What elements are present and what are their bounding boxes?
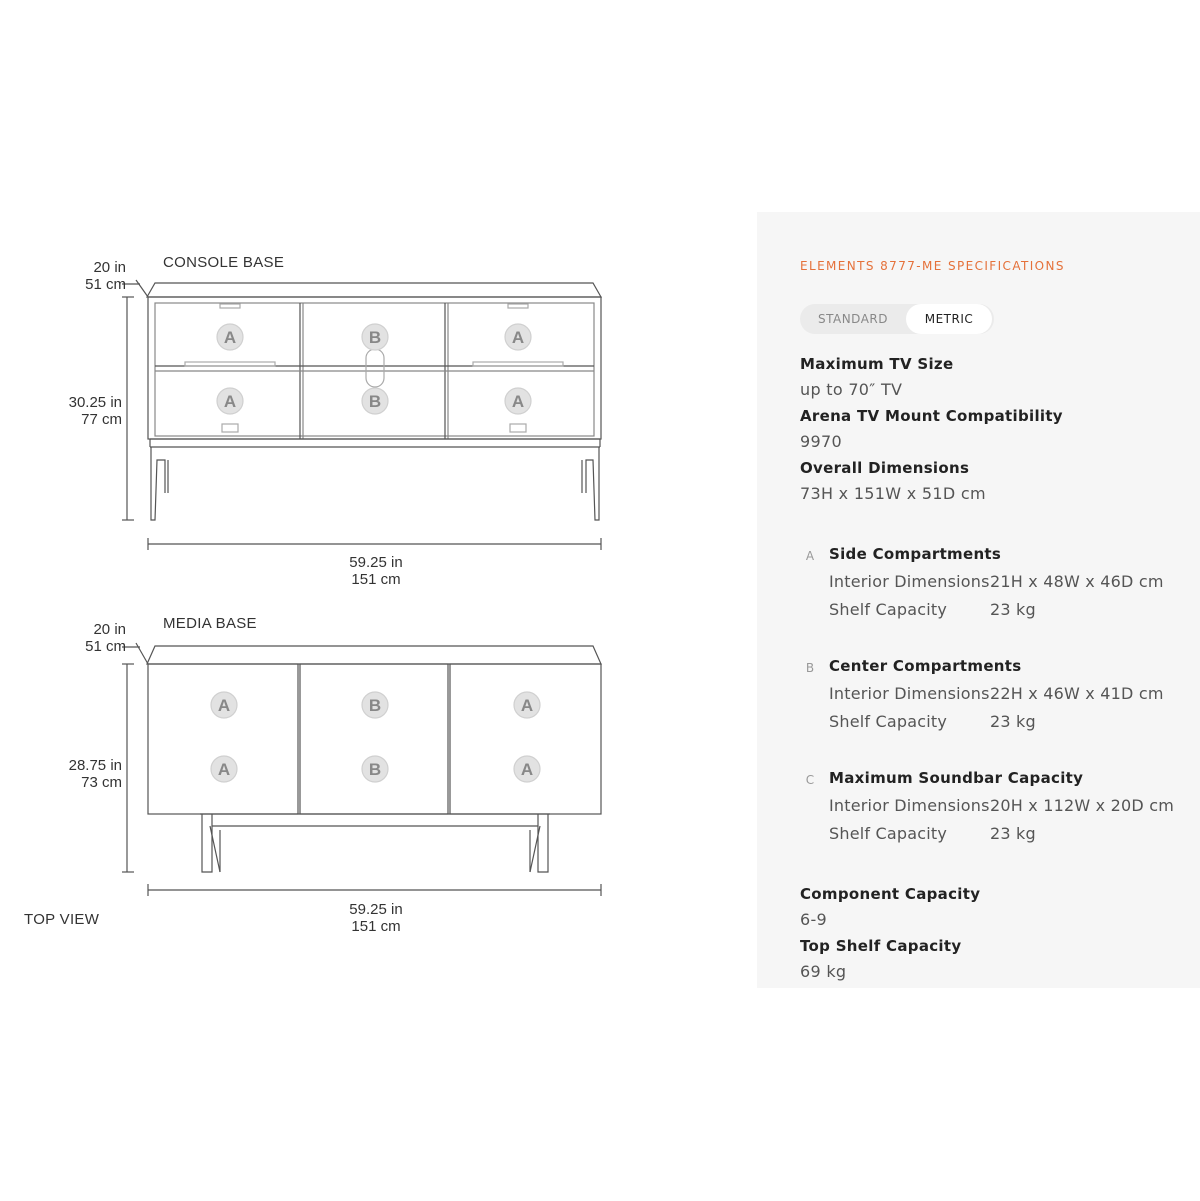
console-width-in: 59.25 in — [349, 554, 403, 571]
console-width-label — [326, 554, 426, 588]
media-width-cm: 151 cm — [351, 918, 401, 935]
console-marker-3: A — [511, 328, 525, 347]
console-height-in: 30.25 in — [68, 394, 122, 411]
media-depth-label — [60, 621, 126, 655]
side-shelf-value: 23 kg — [990, 600, 1036, 619]
tv-mount-label: Arena TV Mount Compatibility — [800, 407, 1063, 425]
media-depth-in: 20 in — [93, 621, 126, 638]
console-marker-2: B — [368, 328, 382, 347]
media-height-in: 28.75 in — [68, 757, 122, 774]
center-interior-key: Interior Dimensions — [829, 684, 990, 703]
soundbar-shelf-value: 23 kg — [990, 824, 1036, 843]
compartment-badge-a: A — [805, 549, 815, 563]
console-height-label — [40, 394, 122, 428]
standard-units-button[interactable]: STANDARD — [817, 312, 889, 326]
side-interior-value: 21H x 48W x 46D cm — [990, 572, 1164, 591]
center-shelf-value: 23 kg — [990, 712, 1036, 731]
side-compartments-title: Side Compartments — [829, 545, 1002, 563]
media-height-cm: 73 cm — [81, 774, 122, 791]
specifications-panel — [757, 212, 1200, 988]
side-interior-key: Interior Dimensions — [829, 572, 990, 591]
side-shelf-key: Shelf Capacity — [829, 600, 948, 619]
media-height-label — [40, 757, 122, 791]
unit-toggle — [800, 304, 994, 334]
compartment-badge-b: B — [805, 661, 815, 675]
metric-units-button[interactable]: METRIC — [906, 304, 992, 334]
console-marker-1: A — [223, 328, 237, 347]
soundbar-shelf-key: Shelf Capacity — [829, 824, 948, 843]
compartment-badge-c: C — [805, 773, 815, 787]
media-base-title: MEDIA BASE — [163, 615, 257, 632]
console-depth-cm: 51 cm — [85, 276, 126, 293]
center-interior-value: 22H x 46W x 41D cm — [990, 684, 1164, 703]
center-compartments-title: Center Compartments — [829, 657, 1022, 675]
media-marker-2: B — [368, 696, 382, 715]
top-shelf-capacity-value: 69 kg — [800, 962, 847, 981]
component-capacity-value: 6-9 — [800, 910, 828, 929]
media-width-in: 59.25 in — [349, 901, 403, 918]
media-marker-5: B — [368, 760, 382, 779]
media-width-label — [326, 901, 426, 935]
console-height-cm: 77 cm — [81, 411, 122, 428]
component-capacity-label: Component Capacity — [800, 885, 981, 903]
console-base-drawing — [122, 280, 601, 550]
soundbar-interior-key: Interior Dimensions — [829, 796, 990, 815]
console-marker-5: B — [368, 392, 382, 411]
overall-dimensions-label: Overall Dimensions — [800, 459, 970, 477]
soundbar-capacity-title: Maximum Soundbar Capacity — [829, 769, 1084, 787]
tv-mount-value: 9970 — [800, 432, 842, 451]
max-tv-size-value: up to 70″ TV — [800, 380, 903, 399]
console-marker-6: A — [511, 392, 525, 411]
console-marker-4: A — [223, 392, 237, 411]
specifications-title: ELEMENTS 8777-ME SPECIFICATIONS — [800, 259, 1065, 273]
media-marker-3: A — [520, 696, 534, 715]
max-tv-size-label: Maximum TV Size — [800, 355, 954, 373]
top-shelf-capacity-label: Top Shelf Capacity — [800, 937, 962, 955]
overall-dimensions-value: 73H x 151W x 51D cm — [800, 484, 986, 503]
console-depth-label — [60, 259, 126, 293]
center-shelf-key: Shelf Capacity — [829, 712, 948, 731]
console-width-cm: 151 cm — [351, 571, 401, 588]
console-base-title: CONSOLE BASE — [163, 254, 285, 271]
top-view-tab[interactable]: TOP VIEW — [24, 911, 100, 928]
media-marker-6: A — [520, 760, 534, 779]
console-depth-in: 20 in — [93, 259, 126, 276]
media-marker-1: A — [217, 696, 231, 715]
soundbar-interior-value: 20H x 112W x 20D cm — [990, 796, 1174, 815]
media-depth-cm: 51 cm — [85, 638, 126, 655]
media-marker-4: A — [217, 760, 231, 779]
